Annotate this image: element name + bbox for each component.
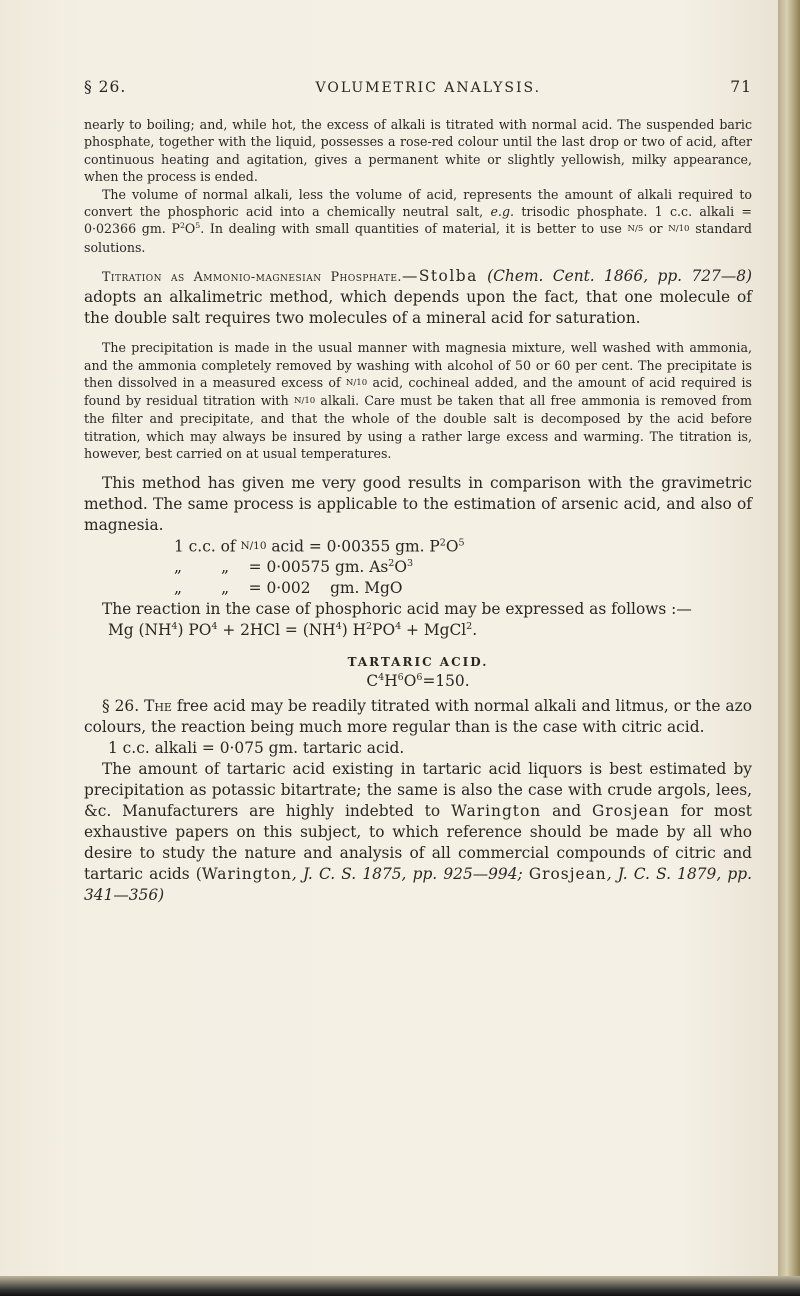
equivalents-block [84, 536, 752, 600]
page-number: 71 [730, 78, 752, 96]
equivalent-arsenic: „ „ = 0·00575 gm. $As^2O^3$ [174, 558, 414, 577]
paragraph-reaction: The reaction in the case of phosphoric acid may be expressed as follows :— [102, 600, 692, 619]
paragraph-titration-stolba: Titration as Ammonio-magnesian Phosphate.—Stolba (Chem. Cent. 1866, pp. 727—8) adopts an alkalimetric method, which depends upon the fact, that one molecule of the double salt requires two molecules of a mineral acid for saturation. [84, 267, 753, 328]
tartaric-formula: $C^4H^6O^6=150$. [366, 672, 470, 691]
equivalent-magnesia: „ „ = 0·002 gm. MgO [174, 579, 403, 598]
paragraph-precipitation: The precipitation is made in the usual manner with magnesia mixture, well washed with ammonia, and the ammonia completely removed by washing with alcohol of 50 or 60 per cent. The precipitate is then dissolved in a measured excess of N/10 acid, cochineal added, and the amount of acid required is found by residual titration with N/10 alkali. Care must be taken that all free ammonia is removed from the filter and precipitate, and that the whole of the double salt is decomposed by the acid before titration, which may always be insured by using a rather large excess and warming. The titration is, however, best carried on at usual temperatures. [84, 340, 753, 462]
running-head [84, 78, 752, 96]
paragraph-method-results: This method has given me very good results in comparison with the gravimetric method. The same process is applicable to the estimation of arsenic acid, and also of magnesia. [84, 473, 752, 534]
paragraph-normal-alkali: The volume of normal alkali, less the volume of acid, represents the amount of alkali required to convert the phosphoric acid into a chemically neutral salt, e.g. trisodic phosphate. 1 c.c. alkali = 0·02366 gm. $P^2O^5$. In dealing with small quantities of material, it is better to use N/5 or N/10 standard solutions. [84, 186, 752, 255]
page-spine-edge [778, 0, 800, 1296]
page-bottom-edge [0, 1276, 800, 1296]
paragraph-section-26: § 26. The free acid may be readily titrated with normal alkali and litmus, or the azo colours, the reaction being much more regular than is the case with citric acid. [84, 697, 752, 737]
reaction-equation: Mg $(NH^4) PO^4 + 2HCl = (NH^4) H^2PO^4$ + MgCl$^2$. [108, 621, 478, 640]
tartaric-equivalent: 1 c.c. alkali = 0·075 gm. tartaric acid. [108, 739, 405, 758]
page-content [84, 78, 752, 906]
equivalent-phosphoric: 1 c.c. of N/10 acid = 0·00355 gm. $P^2O^5$ [174, 537, 465, 556]
paragraph-tartaric-liquors: The amount of tartaric acid existing in tartaric acid liquors is best estimated by precipitation as potassic bitartrate; the same is also the case with crude argols, lees, &c. Manufacturers are highly indebted to Warington and Grosjean for most exhaustive papers on this subject, to which reference should be made by all who desire to study the nature and analysis of all commercial compounds of citric and tartaric acids (Warington, J. C. S. 1875, pp. 925—994; Grosjean, J. C. S. 1879, pp. 341—356) [84, 760, 752, 905]
running-title: VOLUMETRIC ANALYSIS. [315, 80, 542, 96]
section-mark: § 26. [84, 78, 127, 96]
section-heading-tartaric: TARTARIC ACID. [347, 655, 489, 670]
paragraph-boiling: nearly to boiling; and, while hot, the excess of alkali is titrated with normal acid. The suspended baric phosphate, together with the liquid, possesses a rose-red colour until the last drop or two of acid, after continuous heating and agitation, gives a permanent white or slightly yellowish, milky appearance, when the process is ended. [84, 117, 752, 185]
